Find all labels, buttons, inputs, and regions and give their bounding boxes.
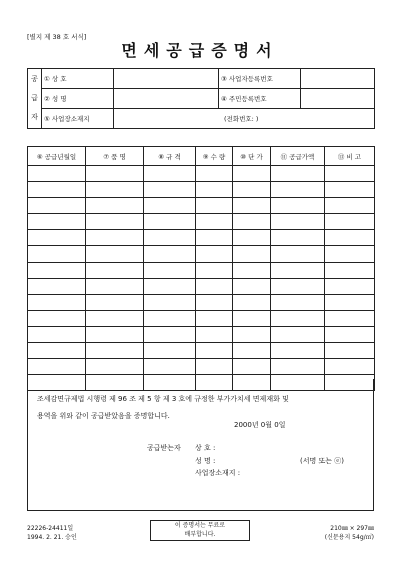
form-number: [별지 제 38 호 서식] (27, 33, 87, 41)
table-cell[interactable] (86, 230, 144, 246)
registration-no-label: ③ 사업자등록번호 (219, 69, 301, 89)
table-row (28, 343, 375, 359)
table-cell[interactable] (325, 326, 375, 342)
col-header-amount: ⑪ 공급가액 (271, 147, 325, 166)
table-cell[interactable] (271, 230, 325, 246)
items-table (27, 146, 375, 391)
table-cell[interactable] (233, 262, 271, 278)
business-name-value[interactable] (114, 69, 219, 89)
table-cell[interactable] (196, 359, 233, 375)
table-cell[interactable] (271, 343, 325, 359)
name-value[interactable] (114, 89, 219, 109)
signature-label: (서명 또는 ⓔ) (300, 457, 344, 465)
table-row (28, 310, 375, 326)
table-row (28, 230, 375, 246)
table-cell[interactable] (271, 310, 325, 326)
table-cell[interactable] (196, 230, 233, 246)
table-row (28, 166, 375, 182)
table-cell[interactable] (233, 214, 271, 230)
table-row (28, 294, 375, 310)
table-cell[interactable] (196, 278, 233, 294)
table-cell[interactable] (144, 182, 196, 198)
table-cell[interactable] (86, 359, 144, 375)
table-cell[interactable] (233, 182, 271, 198)
page-title: 면세공급증명서 (121, 41, 279, 60)
table-cell[interactable] (28, 166, 86, 182)
col-header-qty: ⑨ 수 량 (196, 147, 233, 166)
table-row (28, 246, 375, 262)
table-row (28, 198, 375, 214)
table-cell[interactable] (28, 278, 86, 294)
table-cell[interactable] (86, 166, 144, 182)
supplier-table (27, 68, 375, 129)
table-cell[interactable] (233, 166, 271, 182)
table-cell[interactable] (196, 182, 233, 198)
table-cell[interactable] (271, 198, 325, 214)
table-cell[interactable] (86, 278, 144, 294)
footer-code: 22226-24411일 1994. 2. 21. 승인 (27, 525, 77, 541)
table-cell[interactable] (325, 198, 375, 214)
table-cell[interactable] (271, 182, 325, 198)
table-cell[interactable] (233, 310, 271, 326)
table-cell[interactable] (196, 343, 233, 359)
table-cell[interactable] (233, 278, 271, 294)
issue-date: 2000년 0월 0일 (234, 421, 286, 429)
table-row (28, 359, 375, 375)
table-cell[interactable] (325, 278, 375, 294)
registration-no-value[interactable] (301, 69, 375, 89)
statement-line-1: 조세감면규제법 시행령 제 96 조 제 5 항 제 3 호에 규정한 부가가치세 면제재화 및 (37, 395, 289, 403)
table-row (28, 214, 375, 230)
receiver-address: 사업장소재지 : (195, 469, 241, 477)
table-cell[interactable] (271, 166, 325, 182)
statement-line-2: 용역을 위와 같이 공급받았음을 증명합니다. (37, 412, 170, 420)
table-cell[interactable] (144, 326, 196, 342)
table-cell[interactable] (325, 359, 375, 375)
table-cell[interactable] (233, 246, 271, 262)
table-cell[interactable] (196, 246, 233, 262)
table-cell[interactable] (86, 182, 144, 198)
certification-section (27, 379, 374, 511)
table-cell[interactable] (196, 262, 233, 278)
paper-spec: 210㎜ × 297㎜ (신문용지 54g/㎡) (324, 525, 374, 541)
col-header-remarks: ⑬ 비 고 (325, 147, 375, 166)
table-cell[interactable] (325, 262, 375, 278)
business-name-label: ① 상 호 (42, 69, 114, 89)
table-row (28, 262, 375, 278)
table-cell[interactable] (28, 294, 86, 310)
receiver-person: 성 명 : (195, 457, 216, 465)
certification-text (28, 391, 373, 425)
table-cell[interactable] (144, 230, 196, 246)
table-cell[interactable] (325, 310, 375, 326)
table-cell[interactable] (144, 166, 196, 182)
col-header-item: ⑦ 품 명 (86, 147, 144, 166)
table-cell[interactable] (233, 230, 271, 246)
table-cell[interactable] (144, 214, 196, 230)
table-cell[interactable] (144, 198, 196, 214)
col-header-spec: ⑧ 규 격 (144, 147, 196, 166)
table-cell[interactable] (28, 246, 86, 262)
table-cell[interactable] (271, 326, 325, 342)
table-cell[interactable] (271, 359, 325, 375)
table-cell[interactable] (86, 262, 144, 278)
table-cell[interactable] (325, 230, 375, 246)
table-cell[interactable] (325, 246, 375, 262)
table-cell[interactable] (86, 294, 144, 310)
table-cell[interactable] (144, 278, 196, 294)
table-cell[interactable] (28, 343, 86, 359)
table-cell[interactable] (86, 310, 144, 326)
col-header-price: ⑩ 단 가 (233, 147, 271, 166)
table-row (28, 278, 375, 294)
table-cell[interactable] (144, 294, 196, 310)
table-cell[interactable] (196, 326, 233, 342)
table-cell[interactable] (28, 182, 86, 198)
table-cell[interactable] (325, 214, 375, 230)
table-cell[interactable] (325, 182, 375, 198)
table-cell[interactable] (196, 214, 233, 230)
table-cell[interactable] (233, 294, 271, 310)
table-row (28, 326, 375, 342)
table-cell[interactable] (271, 246, 325, 262)
table-cell[interactable] (325, 343, 375, 359)
table-cell[interactable] (233, 326, 271, 342)
table-cell[interactable] (196, 310, 233, 326)
table-cell[interactable] (86, 343, 144, 359)
table-cell[interactable] (196, 166, 233, 182)
address-label: ⑤ 사업장소재지 (42, 109, 114, 129)
table-cell[interactable] (28, 262, 86, 278)
table-cell[interactable] (28, 214, 86, 230)
phone-label: (전화번호: ) (224, 115, 259, 123)
resident-no-value[interactable] (301, 89, 375, 109)
table-cell[interactable] (271, 278, 325, 294)
table-cell[interactable] (28, 230, 86, 246)
resident-no-label: ④ 주민등록번호 (219, 89, 301, 109)
receiver-business-name: 상 호 : (195, 444, 216, 452)
table-row (28, 182, 375, 198)
items-body (28, 166, 375, 391)
table-cell[interactable] (144, 359, 196, 375)
table-cell[interactable] (233, 343, 271, 359)
table-cell[interactable] (144, 343, 196, 359)
table-cell[interactable] (196, 198, 233, 214)
table-cell[interactable] (271, 262, 325, 278)
table-cell[interactable] (86, 214, 144, 230)
table-cell[interactable] (28, 326, 86, 342)
table-cell[interactable] (28, 198, 86, 214)
table-cell[interactable] (144, 262, 196, 278)
name-label: ② 성 명 (42, 89, 114, 109)
table-cell[interactable] (271, 294, 325, 310)
table-cell[interactable] (196, 294, 233, 310)
address-value[interactable] (114, 109, 375, 129)
table-cell[interactable] (325, 294, 375, 310)
table-cell[interactable] (86, 198, 144, 214)
table-cell[interactable] (233, 359, 271, 375)
table-cell[interactable] (271, 214, 325, 230)
table-cell[interactable] (86, 326, 144, 342)
free-distribution-notice: 이 증명서는 무료로 배부합니다. (150, 520, 250, 541)
table-cell[interactable] (86, 246, 144, 262)
receiver-label: 공급받는자 (147, 444, 181, 452)
col-header-date: ⑥ 공급년월일 (28, 147, 86, 166)
table-cell[interactable] (325, 166, 375, 182)
table-cell[interactable] (144, 310, 196, 326)
table-cell[interactable] (28, 359, 86, 375)
table-cell[interactable] (233, 198, 271, 214)
supplier-side-label: 공 급 자 (28, 69, 42, 129)
table-cell[interactable] (28, 310, 86, 326)
items-header-row (28, 147, 375, 166)
table-cell[interactable] (144, 246, 196, 262)
